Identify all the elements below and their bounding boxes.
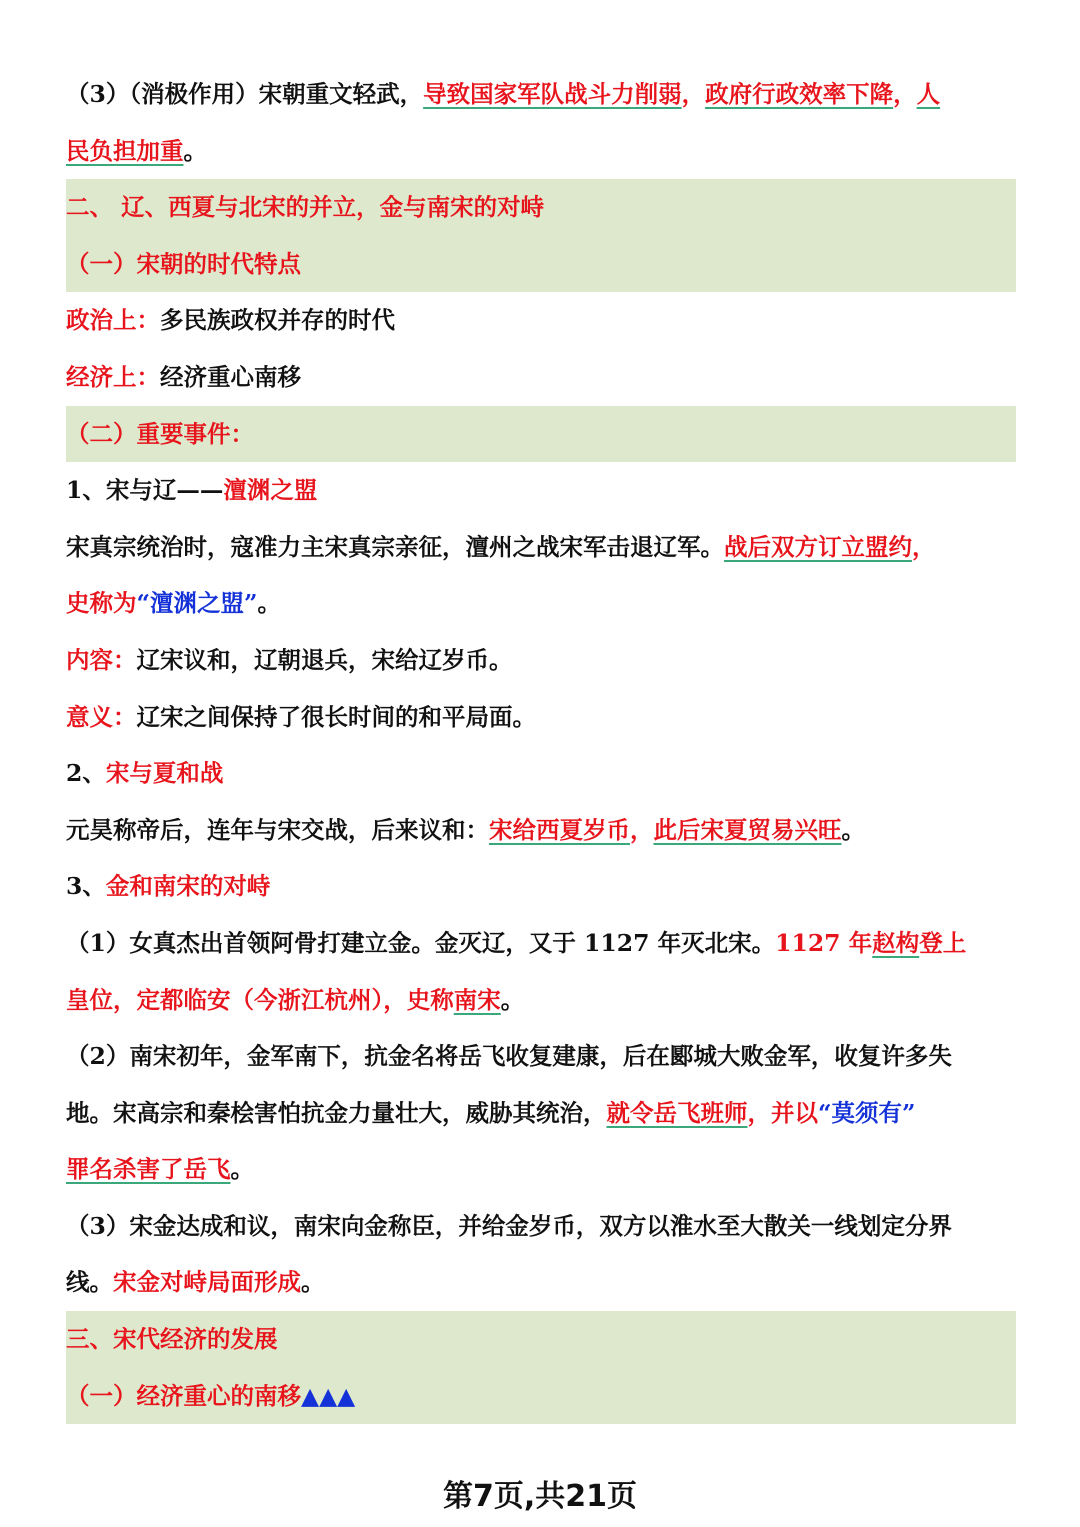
text-line: [66, 123, 1016, 180]
text-line: [66, 519, 1016, 576]
punctuation: 。: [841, 815, 865, 844]
text-line: [66, 462, 1016, 519]
subsection-title: （一）经济重心的南移: [66, 1381, 301, 1410]
highlight-text: 宋金对峙局面形成: [113, 1268, 301, 1297]
item-number: 2、: [66, 759, 106, 788]
term-label: 意义：: [66, 702, 137, 731]
subsection-title: （一）宋朝的时代特点: [66, 249, 301, 278]
key-point: 南宋: [453, 985, 501, 1014]
line-text: 宋真宗统治时，寇准力主宋真宗亲征，澶州之战宋军击退辽军。: [66, 532, 724, 561]
text-line: [66, 292, 1016, 349]
section-title: 二、 辽、西夏与北宋的并立，金与南宋的对峙: [66, 193, 545, 222]
punctuation: 。: [183, 136, 207, 165]
text-line: [66, 1141, 1016, 1198]
text-line: [66, 1198, 1016, 1255]
text-line: [66, 349, 1016, 406]
punctuation: ，: [893, 80, 917, 108]
line-text: （3）（消极作用）宋朝重文轻武，: [66, 80, 424, 108]
quoted-term: “澶渊之盟”: [136, 589, 258, 618]
line-text: 辽宋议和，辽朝退兵，宋给辽岁币。: [136, 645, 513, 674]
text-line: [66, 66, 1016, 123]
key-point: 人: [916, 80, 941, 108]
term-label: 政治上：: [66, 306, 160, 335]
quoted-term: “莫须有”: [818, 1098, 916, 1127]
item-title: 宋与夏和战: [105, 759, 224, 788]
section-heading: [66, 1311, 1016, 1368]
line-text: （1）女真杰出首领阿骨打建立金。金灭辽，又于 1127 年灭北宋。: [66, 928, 776, 957]
document-page: [66, 66, 1016, 1424]
text-line: [66, 858, 1016, 915]
text-line: [66, 1254, 1016, 1311]
key-point: 导致国家军队战斗力削弱: [423, 80, 682, 108]
line-text: 线。: [66, 1268, 113, 1297]
line-text: 元昊称帝后，连年与宋交战，后来议和：: [66, 815, 489, 844]
line-text: 史称为: [66, 589, 137, 618]
key-point: 政府行政效率下降: [705, 80, 894, 108]
key-point: 此后宋夏贸易兴旺: [653, 815, 842, 844]
key-point: 就令岳飞班师: [606, 1098, 748, 1127]
text-line: [66, 1028, 1016, 1085]
highlight-text: ，并以: [747, 1098, 818, 1127]
key-point: 宋给西夏岁币: [489, 815, 630, 844]
punctuation: ，: [630, 815, 654, 844]
line-text: 多民族政权并存的时代: [160, 306, 395, 335]
line-text: 经济重心南移: [160, 362, 301, 391]
punctuation: 。: [500, 985, 525, 1014]
term-label: 内容：: [66, 645, 137, 674]
text-line: [66, 802, 1016, 859]
text-line: [66, 972, 1016, 1029]
subsection-heading: [66, 1368, 1016, 1425]
section-title: 三、宋代经济的发展: [66, 1325, 278, 1354]
text-line: [66, 632, 1016, 689]
term-label: 经济上：: [66, 362, 160, 391]
key-point: 罪名杀害了岳飞: [66, 1155, 231, 1184]
line-text: 地。宋高宗和秦桧害怕抗金力量壮大，威胁其统治，: [66, 1098, 607, 1127]
text-line: [66, 689, 1016, 746]
subsection-heading: [66, 236, 1016, 293]
triangle-icon: ▲▲▲: [301, 1381, 356, 1410]
page-number: 第7页,共21页: [442, 1479, 638, 1514]
key-point: 民负担加重: [66, 136, 184, 165]
text-line: [66, 1085, 1016, 1142]
key-point: 赵构: [872, 928, 920, 957]
text-line: [66, 915, 1016, 972]
highlight-text: 1127 年: [775, 928, 873, 957]
punctuation: ，: [912, 532, 936, 561]
text-line: [66, 745, 1016, 802]
subsection-heading: [66, 406, 1016, 463]
text-line: [66, 575, 1016, 632]
item-number: 1、宋与辽——: [66, 476, 224, 505]
line-text: （2）南宋初年，金军南下，抗金名将岳飞收复建康，后在郾城大败金军，收复许多失: [66, 1042, 952, 1071]
highlight-text: 皇位，定都临安（今浙江杭州），史称: [66, 985, 454, 1014]
line-text: 辽宋之间保持了很长时间的和平局面。: [136, 702, 536, 731]
section-heading: [66, 179, 1016, 236]
highlight-text: 登上: [919, 928, 967, 957]
item-title: 金和南宋的对峙: [105, 872, 271, 901]
punctuation: 。: [301, 1268, 325, 1297]
key-point: 战后双方订立盟约: [724, 532, 912, 561]
item-title: 澶渊之盟: [223, 476, 318, 505]
subsection-title: （二）重要事件：: [66, 419, 254, 448]
item-number: 3、: [66, 872, 106, 901]
line-text: （3）宋金达成和议，南宋向金称臣，并给金岁币，双方以淮水至大散关一线划定分界: [66, 1211, 952, 1240]
punctuation: 。: [257, 589, 282, 618]
punctuation: ，: [681, 80, 706, 108]
punctuation: 。: [230, 1155, 254, 1184]
